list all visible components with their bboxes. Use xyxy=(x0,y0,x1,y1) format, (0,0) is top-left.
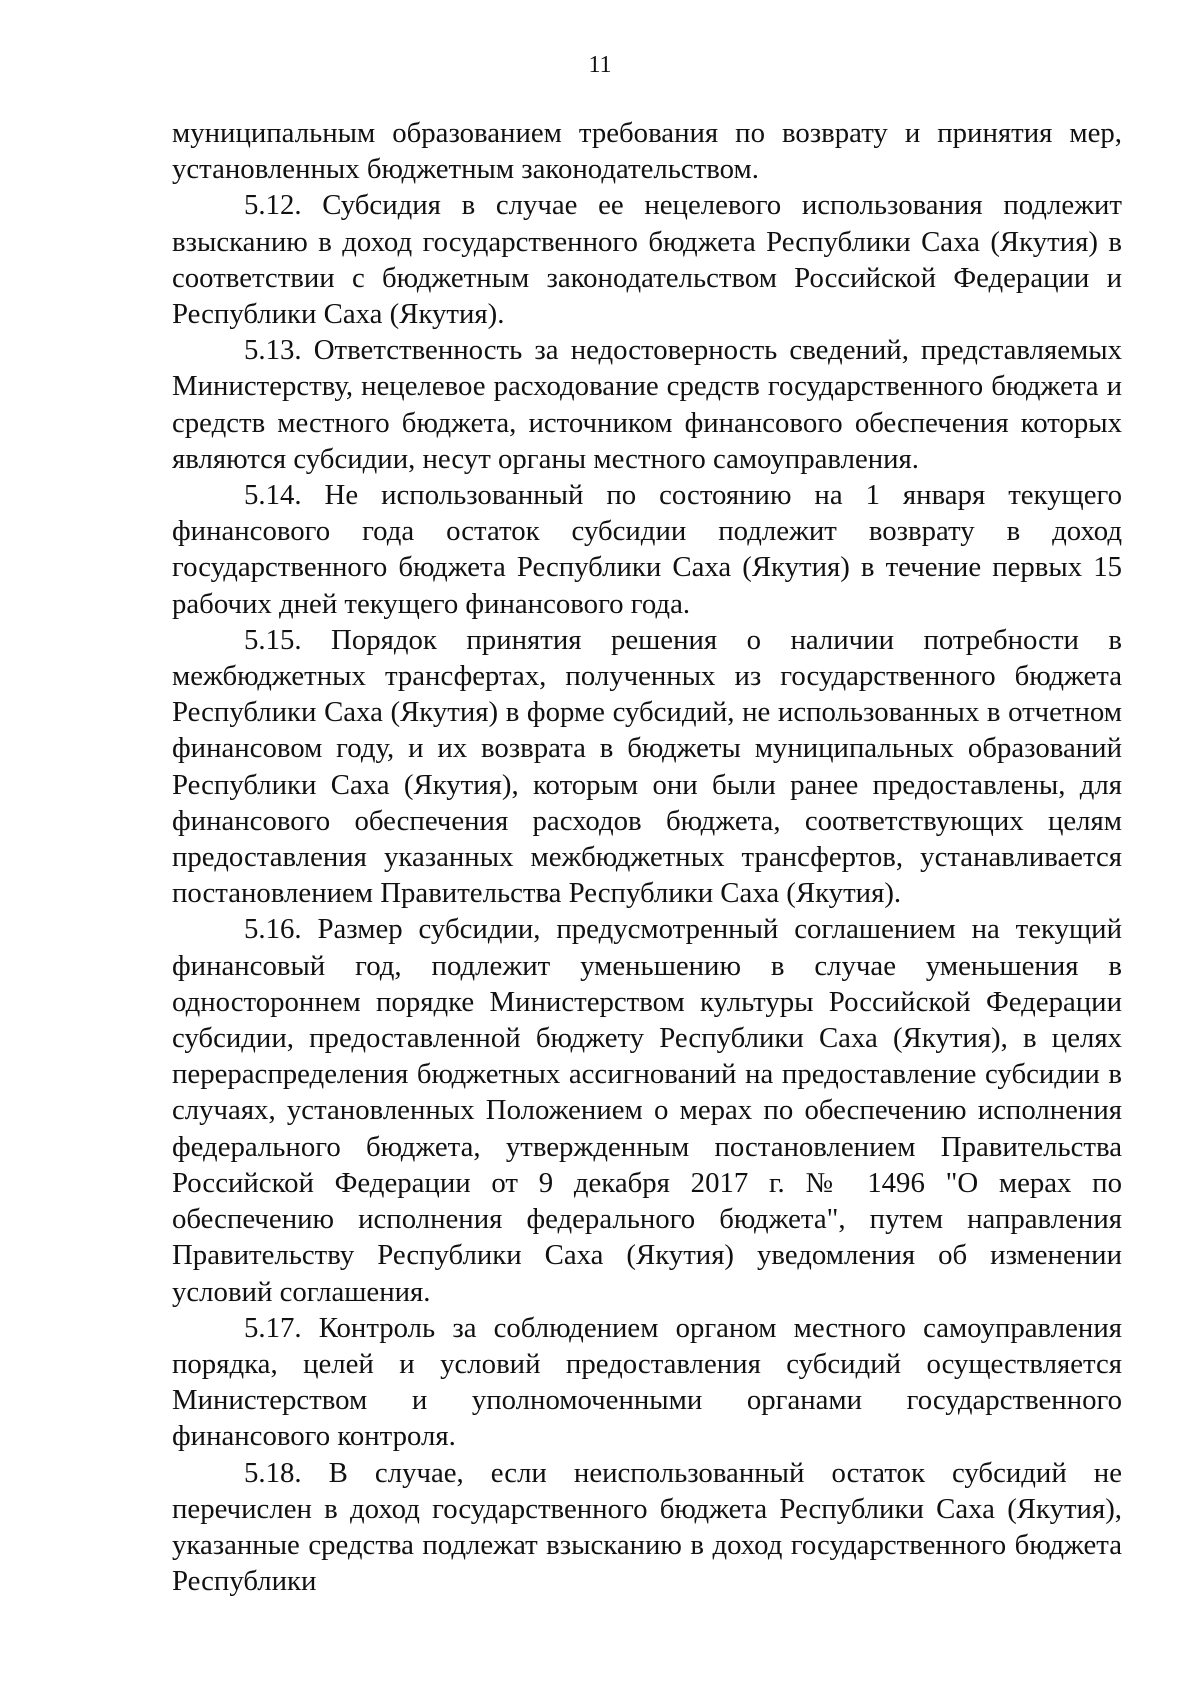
document-body xyxy=(172,115,1122,1599)
page-number: 11 xyxy=(588,52,612,78)
paragraph-5-14: 5.14. Не использованный по состоянию на 1 января текущего финансового года остаток субсидии подлежит возврату в доход государственного бюджета Республики Саха (Якутия) в течение первых 15 рабочих дней текущего финансового года. xyxy=(172,479,1122,620)
paragraph-continuation: муниципальным образованием требования по возврату и принятия мер, установленных бюджетным законодательством. xyxy=(172,117,1122,186)
paragraph-5-18: 5.18. В случае, если неиспользованный остаток субсидий не перечислен в доход государственного бюджета Республики Саха (Якутия), указанные средства подлежат взысканию в доход государственного бюджета Республики xyxy=(172,1456,1122,1598)
paragraph-5-12: 5.12. Субсидия в случае ее нецелевого использования подлежит взысканию в доход государственного бюджета Республики Саха (Якутия) в соответствии с бюджетным законодательством Российской Федерации и Республики Саха (Якутия). xyxy=(172,189,1122,331)
paragraph-5-15: 5.15. Порядок принятия решения о наличии потребности в межбюджетных трансфертах, полученных из государственного бюджета Республики Саха (Якутия) в форме субсидий, не использованных в отчетном финансовом году, и их возврата в бюджеты муниципальных образований Республики Саха (Якутия), которым они были ранее предоставлены, для финансового обеспечения расходов бюджета, соответствующих целям предоставления указанных межбюджетных трансфертов, устанавливается постановлением Правительства Республики Саха (Якутия). xyxy=(172,623,1122,910)
paragraph-5-17: 5.17. Контроль за соблюдением органом местного самоуправления порядка, целей и условий предоставления субсидий осуществляется Министерством и уполномоченными органами государственного финансового контроля. xyxy=(172,1311,1122,1453)
paragraph-5-16: 5.16. Размер субсидии, предусмотренный соглашением на текущий финансовый год, подлежит уменьшению в случае уменьшения в одностороннем порядке Министерством культуры Российской Федерации субсидии, предоставленной бюджету Республики Саха (Якутия), в целях перераспределения бюджетных ассигнований на предоставление субсидии в случаях, установленных Положением о мерах по обеспечению исполнения федерального бюджета, утвержденным постановлением Правительства Российской Федерации от 9 декабря 2017 г. № 1496 "О мерах по обеспечению исполнения федерального бюджета", путем направления Правительству Республики Саха (Якутия) уведомления об изменении условий соглашения. xyxy=(172,913,1122,1308)
paragraph-5-13: 5.13. Ответственность за недостоверность сведений, представляемых Министерству, нецелевое расходование средств государственного бюджета и средств местного бюджета, источником финансового обеспечения которых являются субсидии, несут органы местного самоуправления. xyxy=(172,334,1122,475)
